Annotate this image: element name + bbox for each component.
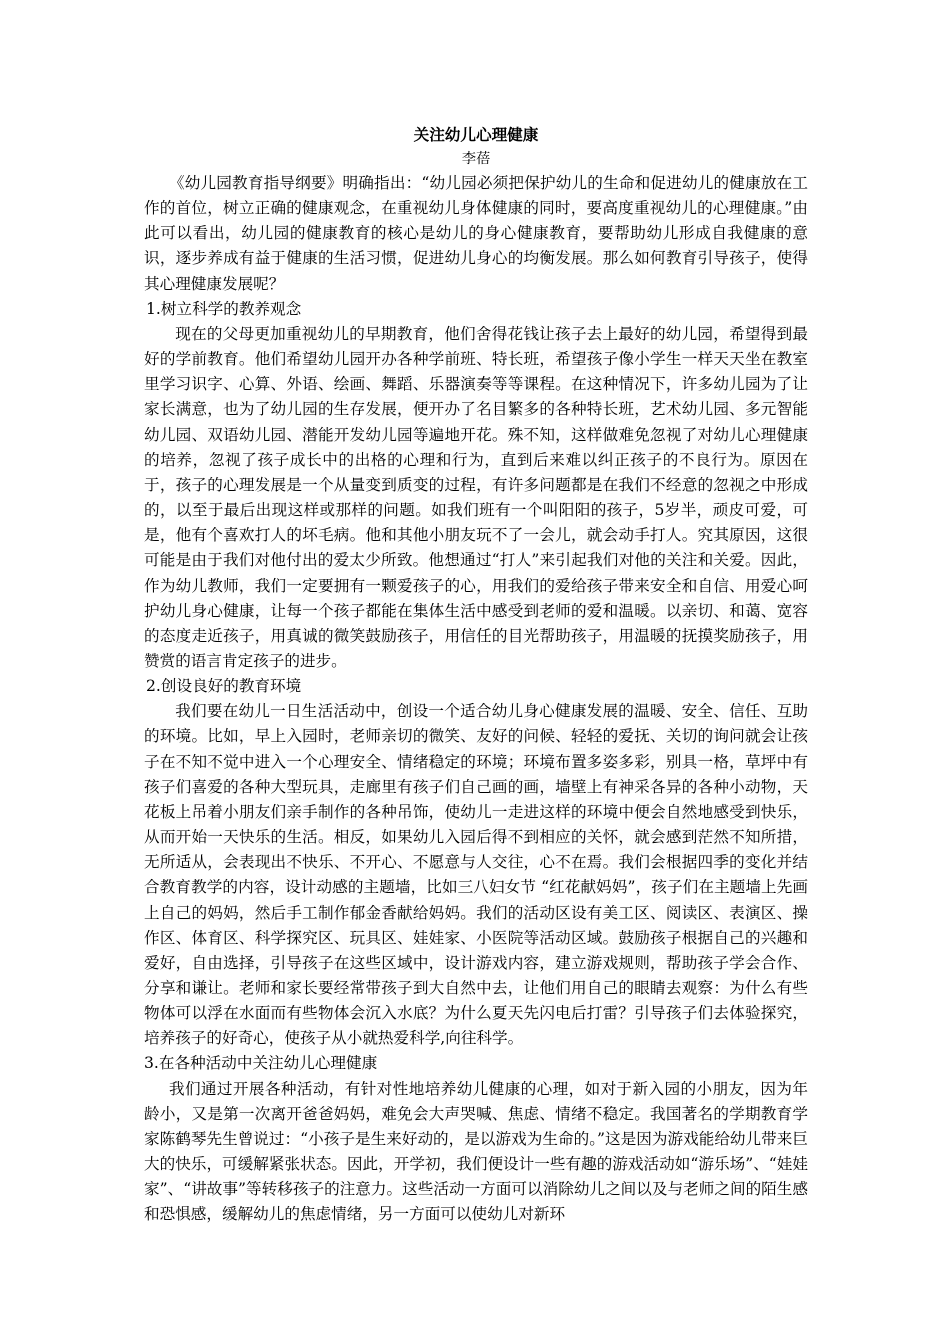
section-heading-3: 3.在各种活动中关注幼儿心理健康: [144, 1054, 378, 1073]
section-body-1: 现在的父母更加重视幼儿的早期教育，他们舍得花钱让孩子去上最好的幼儿园，希望得到最好的学前教育。他们希望幼儿园开办各种学前班、特长班，希望孩子像小学生一样天天坐在教室里学习识字、心算、外语、绘画、舞蹈、乐器演奏等等课程。在这种情况下，许多幼儿园为了让家长满意，也为了幼儿园的生存发展，便开办了名目繁多的各种特长班，艺术幼儿园、多元智能幼儿园、双语幼儿园、潜能开发幼儿园等遍地开花。殊不知，这样做难免忽视了对幼儿心理健康的培养，忽视了孩子成长中的出格的心理和行为，直到后来难以纠正孩子的不良行为。原因在于，孩子的心理发展是一个从量变到质变的过程，有许多问题都是在我们不经意的忽视之中形成的，以至于最后出现这样或那样的问题。如我们班有一个叫阳阳的孩子，5岁半，顽皮可爱，可是，他有个喜欢打人的坏毛病。他和其他小朋友玩不了一会儿，就会动手打人。究其原因，这很可能是由于我们对他付出的爱太少所致。他想通过“打人”来引起我们对他的关注和关爱。因此，作为幼儿教师，我们一定要拥有一颗爱孩子的心，用我们的爱给孩子带来安全和自信、用爱心呵护幼儿身心健康，让每一个孩子都能在集体生活中感受到老师的爱和温暖。以亲切、和蔼、宽容的态度走近孩子，用真诚的微笑鼓励孩子，用信任的目光帮助孩子，用温暖的抚摸奖励孩子，用赞赏的语言肯定孩子的进步。: [144, 324, 808, 670]
document-author: 李蓓: [461, 151, 491, 167]
section-heading-2: 2.创设良好的教育环境: [146, 677, 302, 696]
section-body-2: 我们要在幼儿一日生活活动中，创设一个适合幼儿身心健康发展的温暖、安全、信任、互助的环境。比如，早上入园时，老师亲切的微笑、友好的问候、轻轻的爱抚、关切的询问就会让孩子在不知不觉中进入一个心理安全、情绪稳定的环境；环境布置多姿多彩，别具一格，草坪中有孩子们喜爱的各种大型玩具，走廊里有孩子们自己画的画，墙壁上有神采各异的各种小动物，天花板上吊着小朋友们亲手制作的各种吊饰，使幼儿一走进这样的环境中便会自然地感受到快乐，从而开始一天快乐的生活。相反，如果幼儿入园后得不到相应的关怀，就会感到茫然不知所措，无所适从，会表现出不快乐、不开心、不愿意与人交往，心不在焉。我们会根据四季的变化并结合教育教学的内容，设计动感的主题墙，比如三八妇女节 “红花献妈妈”，孩子们在主题墙上先画上自己的妈妈，然后手工制作郁金香献给妈妈。我们的活动区设有美工区、阅读区、表演区、操作区、体育区、科学探究区、玩具区、娃娃家、小医院等活动区域。鼓励孩子根据自己的兴趣和爱好，自由选择，引导孩子在这些区域中，设计游戏内容，建立游戏规则，帮助孩子学会合作、分享和谦让。老师和家长要经常带孩子到大自然中去，让他们用自己的眼睛去观察：为什么有些物体可以浮在水面而有些物体会沉入水底？为什么夏天先闪电后打雷？引导孩子们去体验探究，培养孩子的好奇心，使孩子从小就热爱科学,向往科学。: [144, 702, 808, 1048]
section-body-3: 我们通过开展各种活动，有针对性地培养幼儿健康的心理，如对于新入园的小朋友，因为年龄小，又是第一次离开爸爸妈妈，难免会大声哭喊、焦虑、情绪不稳定。我国著名的学期教育学家陈鹤琴先生曾说过：“小孩子是生来好动的，是以游戏为生命的。”这是因为游戏能给幼儿带来巨大的快乐，可缓解紧张状态。因此，开学初，我们便设计一些有趣的游戏活动如“游乐场”、“娃娃家”、“讲故事”等转移孩子的注意力。这些活动一方面可以消除幼儿之间以及与老师之间的陌生感和恐惧感，缓解幼儿的焦虑情绪，另一方面可以使幼儿对新环: [144, 1079, 808, 1224]
intro-paragraph: 《幼儿园教育指导纲要》明确指出：“幼儿园必须把保护幼儿的生命和促进幼儿的健康放在工作的首位，树立正确的健康观念，在重视幼儿身体健康的同时，要高度重视幼儿的心理健康。”由此可以看出，幼儿园的健康教育的核心是幼儿的身心健康教育，要帮助幼儿形成自我健康的意识，逐步养成有益于健康的生活习惯，促进幼儿身心的均衡发展。那么如何教育引导孩子，使得其心理健康发展呢？: [144, 174, 808, 293]
document-page: [144, 122, 808, 1228]
section-heading-1: 1.树立科学的教养观念: [146, 299, 302, 318]
document-title: 关注幼儿心理健康: [413, 126, 539, 144]
